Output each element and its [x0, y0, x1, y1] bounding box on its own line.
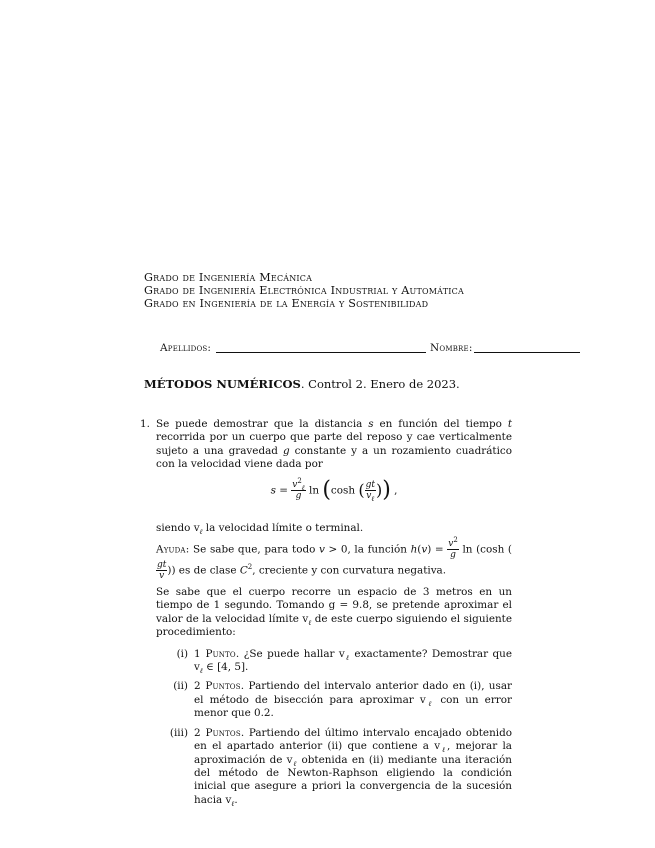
question-number: 1.	[140, 418, 150, 430]
sub-question-ii: (ii) 2 Puntos. Partiendo del intervalo anterior dado en (i), usar el método de bisección para aproximar $v_\ell$ con un error menor que 0.2.	[173, 680, 512, 720]
sub-question-iii: (iii) 2 Puntos. Partiendo del último intervalo encajado obtenido en el apartado anterior (ii) que contiene a $v_\ell$, mejorar la aproximación de $v_\ell$ obtenida en (ii) mediante una iteración del método de Newton-Raphson eligiendo la condición inicial que asegure a priori la convergencia de la sucesión hacia $v_\ell$.	[169, 726, 512, 808]
exam-title	[144, 377, 460, 391]
problem-context: Se sabe que el cuerpo recorre un espacio de 3 metros en un tiempo de 1 segundo. Tomando g = 9.8, se pretende aproximar el valor de la velocidad límite $v_\ell$ de este cuerpo siguiendo el siguiente procedimiento:	[156, 586, 512, 639]
surname-field[interactable]	[216, 352, 426, 353]
course-name: MÉTODOS NUMÉRICOS	[144, 377, 301, 391]
degree-line-2: Grado de Ingeniería Electrónica Industrial y Automática	[144, 284, 464, 297]
sub-questions	[156, 648, 512, 807]
terminal-velocity-note: siendo $v_\ell$ la velocidad límite o terminal.	[156, 521, 364, 536]
hint-label: Ayuda:	[156, 543, 190, 556]
degree-header	[144, 271, 464, 310]
name-field[interactable]	[474, 352, 580, 353]
exam-details: . Control 2. Enero de 2023.	[300, 377, 460, 391]
degree-line-3: Grado en Ingeniería de la Energía y Sostenibilidad	[144, 297, 429, 310]
question-intro: Se puede demostrar que la distancia s en función del tiempo t recorrida por un cuerpo que parte del reposo y cae verticalmente sujeto a una gravedad g constante y a un rozamiento cuadrático con la velocidad viene dada por	[156, 418, 512, 471]
name-label: Nombre:	[430, 342, 473, 354]
surname-label: Apellidos:	[160, 342, 212, 354]
question-1	[140, 418, 512, 813]
student-name-fields	[160, 340, 580, 356]
hint: Ayuda: Se sabe que, para todo v > 0, la función h(v) = $\frac{v^2}{g}$ ln (cosh ( $\frac{gt}{v}$ )) es de clase $C^2$, creciente y con curvatura negativa.	[156, 536, 512, 582]
degree-line-1: Grado de Ingeniería Mecánica	[144, 271, 313, 284]
distance-equation: s = $\frac{v^2_\ell}{g}$ ln (cosh ( $\frac{gt}{v_\ell}$ )) ,	[270, 476, 398, 503]
sub-question-i: (i) 1 Punto. ¿Se puede hallar $v_\ell$ exactamente? Demostrar que $v_\ell$ ∈ [4, 5].	[176, 647, 512, 676]
